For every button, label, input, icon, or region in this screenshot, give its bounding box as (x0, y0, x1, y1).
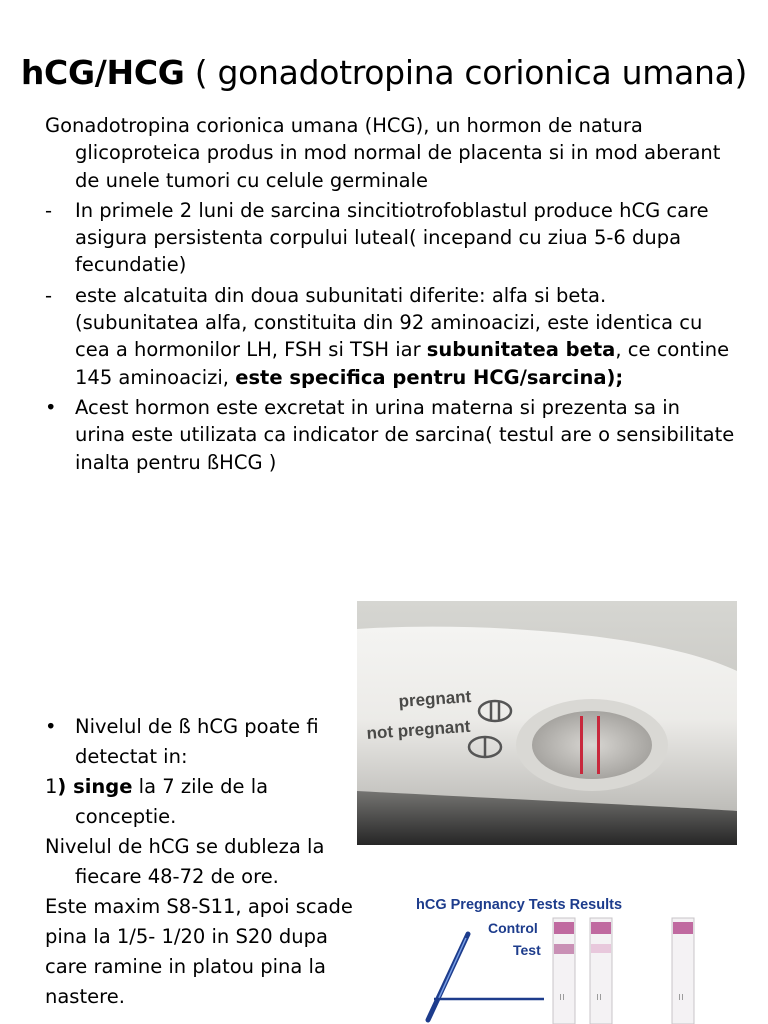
dash-marker: - (45, 283, 53, 307)
item-text: , ce contine 145 aminoacizi, (75, 338, 730, 389)
item-bold-text: ) singe (57, 775, 133, 798)
negative-test-strip (672, 918, 694, 1024)
result-window (532, 711, 652, 779)
item-number: 1 (45, 775, 58, 798)
lower-text (45, 712, 367, 1012)
bullet-marker: • (45, 395, 57, 419)
bullet-marker: • (45, 715, 57, 738)
item-text: In primele 2 luni de sarcina sincitiotrofoblastul produce hCG care asigura persistenta corpului luteal( incepand cu ziua 5-6 dupa fecundatie) (75, 198, 709, 277)
positive-test-strip (553, 918, 575, 1024)
dash-marker: - (45, 198, 53, 222)
faint-positive-test-strip (590, 918, 612, 1024)
title-rest: ( gonadotropina corionica umana) (184, 53, 748, 92)
svg-text:ıı: ıı (596, 991, 603, 1003)
control-label: Control (488, 920, 538, 936)
item-text: Nivelul de ß hCG poate fi detectat in: (75, 715, 319, 768)
paragraph: Este maxim S8-S11, apoi scade pina la 1/5- 1/20 in S20 dupa care ramine in platou pina la nastere. (45, 895, 353, 1008)
label-not-pregnant: not pregnant (365, 716, 471, 743)
control-line (580, 716, 583, 774)
list-item (45, 282, 735, 391)
item-bold-text: subunitatea beta (426, 338, 616, 362)
item-text: Acest hormon este excretat in urina materna si prezenta sa in urina este utilizata ca indicator de sarcina( testul are o sensibilitate inalta pentru ßHCG ) (75, 395, 735, 474)
list-item (45, 197, 735, 279)
title-bold: hCG/HCG (20, 53, 185, 92)
test-label: Test (513, 942, 541, 958)
list-item (45, 394, 735, 476)
label-pregnant: pregnant (397, 686, 472, 711)
diagram-title: hCG Pregnancy Tests Results (416, 897, 623, 913)
slide-title (0, 46, 768, 100)
main-text (45, 112, 735, 479)
item-bold-text: este specifica pentru HCG/sarcina); (235, 365, 624, 389)
test-line (597, 716, 600, 774)
list-item (45, 712, 367, 772)
list-item (45, 772, 367, 832)
pregnancy-test-results-diagram (410, 888, 710, 1024)
pregnancy-test-photo (357, 601, 737, 845)
svg-text:ıı: ıı (559, 991, 566, 1003)
paragraph: Nivelul de hCG se dubleza la fiecare 48-72 de ore. (45, 835, 325, 888)
item-text: la 7 zile de la conceptie. (75, 775, 269, 828)
svg-text:ıı: ıı (678, 991, 685, 1003)
item-text: este alcatuita din doua subunitati diferite: alfa si beta. (subunitatea alfa, constituita din 92 aminoacizi, este identica cu cea a hormonilor LH, FSH si TSH iar (75, 283, 703, 362)
pen-icon (428, 934, 468, 1020)
intro-paragraph: Gonadotropina corionica umana (HCG), un hormon de natura glicoproteica produs in mod normal de placenta si in mod aberant de unele tumori cu celule germinale (45, 114, 721, 192)
